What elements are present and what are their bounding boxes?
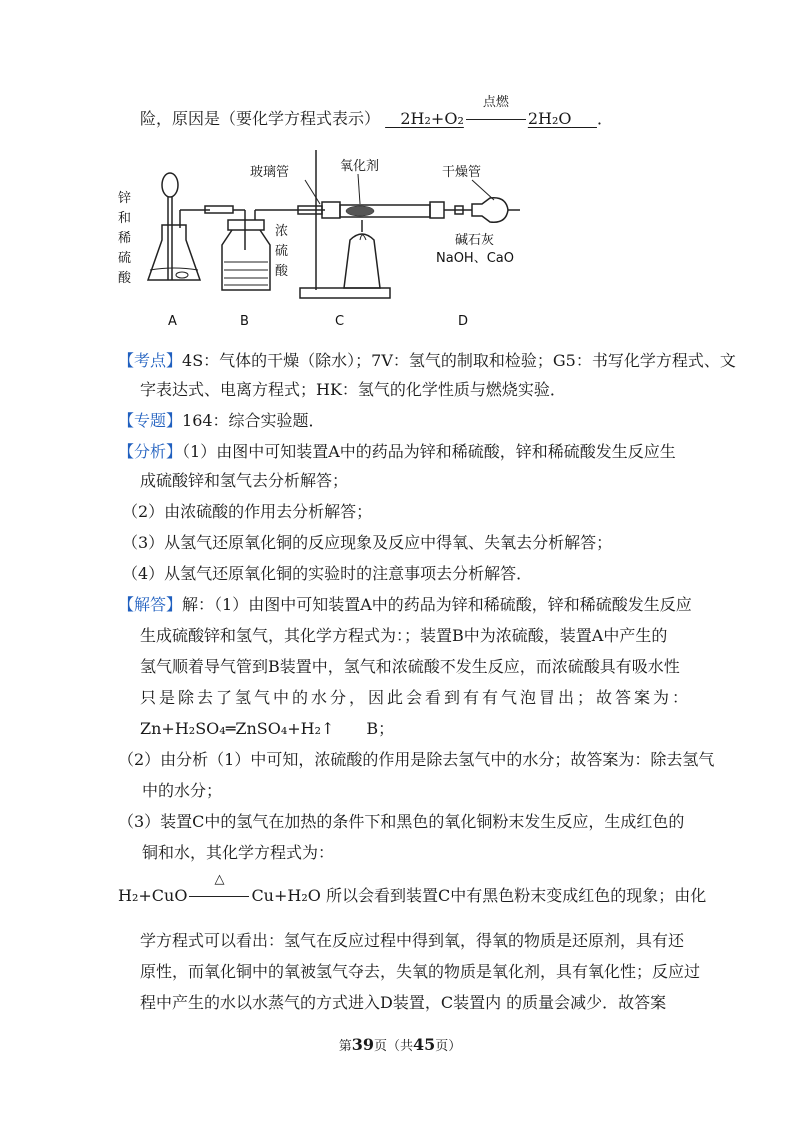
svg-text:酸: 酸: [118, 271, 132, 286]
zhuanti-line: [118, 410, 325, 432]
label-glass-tube: [250, 164, 320, 204]
cuo-eq-products: Cu+H₂O: [251, 886, 321, 905]
svg-text:D: D: [458, 314, 469, 329]
svg-text:B: B: [240, 314, 249, 329]
jieda-line-9: [142, 842, 334, 864]
kaodian-line-1: [118, 350, 736, 372]
apparatus-diagram: [110, 140, 530, 340]
svg-text:稀: 稀: [118, 231, 132, 246]
page-footer: [0, 1035, 800, 1054]
fenxi-line-3: [122, 501, 372, 523]
fenxi-text-1: （1）由图中可知装置A中的药品为锌和稀硫酸，锌和稀硫酸发生反应生: [182, 442, 676, 461]
fenxi-line-5: [122, 563, 532, 585]
equation-products: 2H₂O: [527, 109, 572, 128]
svg-text:碱石灰: 碱石灰: [455, 233, 495, 248]
footer-pre: 第: [338, 1039, 352, 1054]
jieda-line-12: [140, 961, 700, 983]
kaodian-text-2: 字表达式、电离方程式；HK：氢气的化学性质与燃烧实验．: [140, 380, 566, 399]
jieda-text-6: （2）由分析（1）中可知，浓硫酸的作用是除去氢气中的水分；故答案为：除去氢气: [118, 750, 715, 769]
svg-text:干燥管: 干燥管: [442, 165, 482, 180]
label-conc-acid: [275, 224, 289, 279]
zinc-equation: Zn+H₂SO₄═ZnSO₄+H₂↑ B；: [140, 719, 395, 738]
jieda-text-13: 程中产生的水以水蒸气的方式进入D装置，C装置内 的质量会减少．故答案: [140, 993, 667, 1012]
jieda-tag: 【解答】: [118, 595, 183, 614]
fenxi-line-2: [140, 470, 348, 492]
kaodian-line-2: [140, 379, 566, 401]
intro-prefix: 险，原因是（要化学方程式表示）: [140, 109, 381, 128]
jieda-line-2: [140, 625, 667, 647]
svg-text:C: C: [335, 314, 345, 329]
svg-text:锌: 锌: [118, 191, 132, 206]
apparatus-a-flask: [148, 173, 210, 280]
jieda-line-10: [118, 872, 707, 907]
condition-ignite: 点燃: [482, 95, 509, 110]
svg-text:A: A: [168, 314, 177, 329]
jieda-text-3: 氢气顺着导气管到B装置中，氢气和浓硫酸不发生反应，而浓硫酸具有吸水性: [140, 657, 680, 676]
svg-text:硫: 硫: [275, 244, 289, 259]
jieda-text-7: 中的水分；: [142, 781, 223, 800]
jieda-line-4: [140, 687, 691, 709]
apparatus-d-drying-tube: [444, 198, 520, 223]
jieda-text-9: 铜和水，其化学方程式为：: [142, 843, 335, 862]
tube-a-b: [205, 206, 245, 250]
svg-text:浓: 浓: [275, 224, 289, 239]
jieda-text-1: 解：（1）由图中可知装置A中的药品为锌和稀硫酸，锌和稀硫酸发生反应: [182, 595, 692, 614]
intro-line: [140, 95, 613, 130]
fenxi-text-4: （3）从氢气还原氧化铜的反应现象及反应中得氧、失氧去分析解答；: [122, 533, 613, 552]
jieda-line-3: [140, 656, 680, 678]
fenxi-line-4: [122, 532, 612, 554]
cuo-eq-condition: [187, 872, 251, 907]
intro-suffix: ．: [596, 109, 613, 128]
page-number: 39: [351, 1035, 374, 1054]
jieda-text-11: 学方程式可以看出：氢气在反应过程中得到氧，得氧的物质是还原剂，具有还: [140, 931, 685, 950]
jieda-text-12: 原性，而氧化铜中的氧被氢气夺去，失氧的物质是氧化剂，具有氧化性；反应过: [140, 962, 701, 981]
label-oxidizer: [340, 159, 379, 204]
label-zinc-acid: [118, 190, 132, 286]
zhuanti-text: 164：综合实验题．: [182, 411, 325, 430]
kaodian-tag: 【考点】: [118, 351, 183, 370]
svg-text:酸: 酸: [275, 264, 289, 279]
page-total: 45: [413, 1035, 436, 1054]
svg-text:氧化剂: 氧化剂: [340, 159, 380, 174]
label-soda-lime: [436, 233, 514, 266]
jieda-text-8: （3）装置C中的氢气在加热的条件下和黑色的氧化铜粉末发生反应，生成红色的: [118, 812, 685, 831]
cuo-eq-reactants: H₂+CuO: [118, 886, 188, 905]
fenxi-tag: 【分析】: [118, 442, 183, 461]
footer-post: 页）: [435, 1039, 462, 1054]
apparatus-b-bottle: [222, 210, 300, 290]
fenxi-text-5: （4）从氢气还原氧化铜的实验时的注意事项去分析解答．: [122, 564, 533, 583]
apparatus-letters: [168, 314, 468, 329]
jieda-text-4: 只是除去了氢气中的水分，因此会看到有有气泡冒出；故答案为：: [140, 688, 692, 707]
footer-mid: 页（共: [373, 1039, 413, 1054]
jieda-line-1: [118, 594, 692, 616]
svg-text:玻璃管: 玻璃管: [250, 165, 290, 180]
jieda-text-10: 所以会看到装置C中有黑色粉末变成红色的现象；由化: [325, 886, 707, 905]
fenxi-text-3: （2）由浓硫酸的作用去分析解答；: [122, 502, 373, 521]
jieda-line-11: [140, 930, 684, 952]
jieda-line-5: [140, 718, 394, 740]
svg-text:和: 和: [118, 211, 132, 226]
equation-reactants: 2H₂+O₂: [400, 109, 464, 128]
jieda-line-13: [140, 992, 666, 1014]
label-drying-tube: [442, 165, 494, 200]
jieda-line-8: [118, 811, 684, 833]
svg-text:NaOH、CaO: NaOH、CaO: [436, 251, 514, 266]
fenxi-text-2: 成硫酸锌和氢气去分析解答；: [140, 471, 349, 490]
fenxi-line-1: [118, 441, 676, 463]
equation-condition: [464, 95, 528, 130]
kaodian-text: 4S：气体的干燥（除水）；7V：氢气的制取和检验；G5：书写化学方程式、文: [182, 351, 736, 370]
combustion-equation: [385, 95, 597, 128]
jieda-line-7: [142, 780, 222, 802]
zhuanti-tag: 【专题】: [118, 411, 183, 430]
svg-text:硫: 硫: [118, 251, 132, 266]
condition-heat: △: [214, 872, 225, 887]
jieda-line-6: [118, 749, 714, 771]
jieda-text-2: 生成硫酸锌和氢气，其化学方程式为：；装置B中为浓硫酸，装置A中产生的: [140, 626, 668, 645]
